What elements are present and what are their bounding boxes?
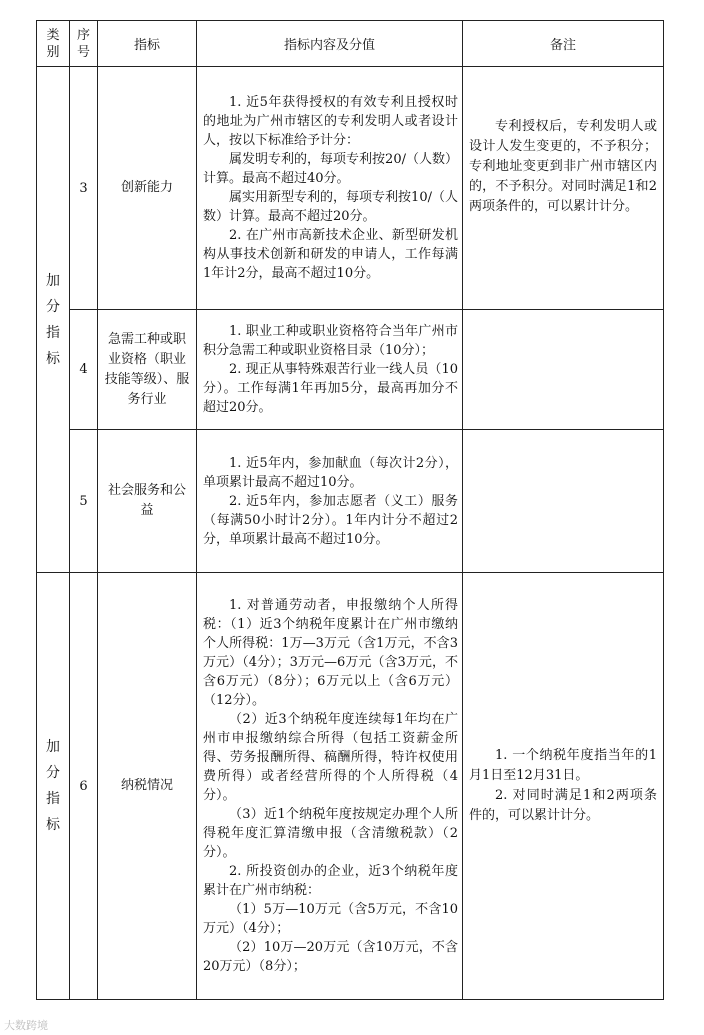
indicator-name: 纳税情况	[98, 573, 197, 1000]
remark-cell	[463, 430, 664, 573]
table-header-row	[37, 21, 664, 67]
remark-cell	[463, 310, 664, 430]
indicator-table	[36, 20, 664, 1000]
indicator-name: 社会服务和公益	[98, 430, 197, 573]
indicator-content: 1. 近5年内，参加献血（每次计2分），单项累计最高不超过10分。 2. 近5年内，参加志愿者（义工）服务（每满50小时计2分）。1年内计分不超过2分，单项累计最高不超过10分。	[197, 430, 463, 573]
seq-cell: 5	[70, 430, 98, 573]
indicator-content: 1. 对普通劳动者，申报缴纳个人所得税：（1）近3个纳税年度累计在广州市缴纳个人所得税：1万—3万元（含1万元，不含3万元）（4分）；3万元—6万元（含3万元，不含6万元）（8分）；6万元以上（含6万元）（12分）。 （2）近3个纳税年度连续每1年均在广州市申报缴纳综合所得（包括工资薪金所得、劳务报酬所得、稿酬所得，特许权使用费所得）或者经营所得的个人所得税（4分）。 （3）近1个纳税年度按规定办理个人所得税年度汇算清缴申报（含清缴税款）（2分）。 2. 所投资创办的企业，近3个纳税年度累计在广州市纳税： （1）5万—10万元（含5万元，不含10万元）（4分）； （2）10万—20万元（含10万元，不含20万元）（8分）；	[197, 573, 463, 1000]
header-seq: 序 号	[70, 21, 98, 67]
category-cell: 加 分 指 标	[37, 573, 70, 1000]
indicator-name: 创新能力	[98, 67, 197, 310]
indicator-name: 急需工种或职业资格（职业技能等级）、服务行业	[98, 310, 197, 430]
header-category: 类 别	[37, 21, 70, 67]
header-indicator: 指标	[98, 21, 197, 67]
watermark: 大数跨境	[4, 1019, 48, 1032]
indicator-content: 1. 近5年获得授权的有效专利且授权时的地址为广州市辖区的专利发明人或者设计人，按以下标准给予计分： 属发明专利的，每项专利按20/（人数）计算。最高不超过40分。 属实用新型专利的，每项专利按10/（人数）计算。最高不超过20分。 2. 在广州市高新技术企业、新型研发机构从事技术创新和研发的申请人，工作每满1年计2分，最高不超过10分。	[197, 67, 463, 310]
seq-cell: 6	[70, 573, 98, 1000]
indicator-content: 1. 职业工种或职业资格符合当年广州市积分急需工种或职业资格目录（10分）； 2. 现正从事特殊艰苦行业一线人员（10分）。工作每满1年再加5分，最高再加分不超过20分。	[197, 310, 463, 430]
category-cell: 加 分 指 标	[37, 67, 70, 573]
remark-cell: 1. 一个纳税年度指当年的1月1日至12月31日。 2. 对同时满足1和2两项条件的，可以累计计分。	[463, 573, 664, 1000]
seq-cell: 4	[70, 310, 98, 430]
header-remark: 备注	[463, 21, 664, 67]
table-row	[37, 573, 664, 1000]
table-row	[37, 67, 664, 310]
seq-cell: 3	[70, 67, 98, 310]
header-content: 指标内容及分值	[197, 21, 463, 67]
table-row	[37, 430, 664, 573]
table-row	[37, 310, 664, 430]
remark-cell: 专利授权后，专利发明人或设计人发生变更的，不予积分；专利地址变更到非广州市辖区内的，不予积分。对同时满足1和2两项条件的，可以累计计分。	[463, 67, 664, 310]
